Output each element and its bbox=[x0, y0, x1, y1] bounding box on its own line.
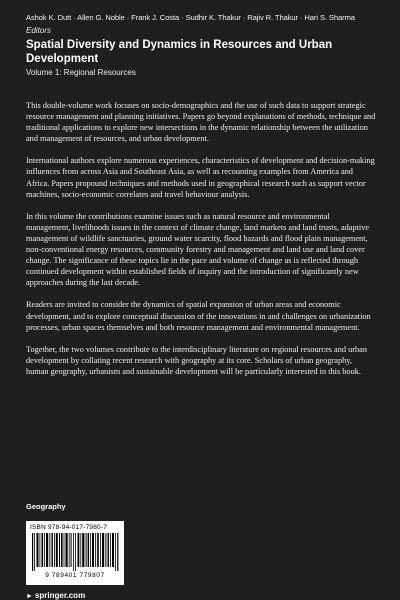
subject-category: Geography bbox=[26, 502, 66, 511]
cover-header bbox=[26, 13, 386, 77]
volume-subtitle: Volume 1: Regional Resources bbox=[26, 68, 136, 77]
description-paragraph: This double-volume work focuses on socio-demographics and the use of such data to support strategic resource management and planning initiatives. Papers go beyond explanations of methods, technique and traditional applications to explore new intersections in the dynamic relationship between the utilization and management of resources, and urban development. bbox=[26, 101, 376, 144]
description-paragraph: Readers are invited to consider the dynamics of spatial expansion of urban areas and economic development, and to explore conceptual discussion of the innovations in and challenges on urbanization processes, urban spaces themselves and both resource management and environmental management. bbox=[26, 300, 371, 332]
isbn-barcode bbox=[26, 521, 124, 585]
isbn-number: ISBN 978-94-017-7980-7 bbox=[30, 524, 108, 531]
description-paragraph: Together, the two volumes contribute to the interdisciplinary literature on regional resources and urban development by collating recent research with geography at its core. Scholars of urban geography, human geography, urbanism and sustainable development will be particularly interested in this book. bbox=[26, 344, 367, 376]
barcode-number: 9 789401 779807 bbox=[45, 572, 105, 579]
book-description bbox=[26, 100, 376, 388]
book-title: Spatial Diversity and Dynamics in Resources and Urban Development bbox=[26, 39, 333, 65]
barcode-icon bbox=[30, 533, 120, 571]
author-list: Ashok K. Dutt · Allen G. Noble · Frank J. Costa · Sudhir K. Thakur · Rajiv R. Thakur · Hari S. Sharma bbox=[26, 13, 355, 22]
editors-label: Editors bbox=[26, 26, 51, 35]
description-paragraph: International authors explore numerous experiences, characteristics of development and decision-making influences from across Asia and Southeast Asia, as well as recounting examples from America and Africa. Papers propound techniques and methods used in geographical research such as support vector machines, socio-economic correlates and travel behaviour analysis. bbox=[26, 156, 375, 199]
arrow-icon: ► bbox=[26, 593, 33, 600]
publisher-link[interactable] bbox=[26, 591, 386, 600]
description-paragraph: In this volume the contributions examine issues such as natural resource and environmental management, livelihoods issues in the context of climate change, land markets and land trusts, adaptive management of wildlife sanctuaries, ground water scarcity, flood hazards and flood plain management, non-conventional energy resources, community forestry and management and land use and land cover change. The significance of these topics lie in the pace and volume of change as is reflected through continued development within established fields of inquiry and the introduction of significantly new approaches during the last decade. bbox=[26, 211, 370, 288]
publisher-url: springer.com bbox=[34, 591, 86, 600]
cover-footer bbox=[26, 502, 386, 600]
